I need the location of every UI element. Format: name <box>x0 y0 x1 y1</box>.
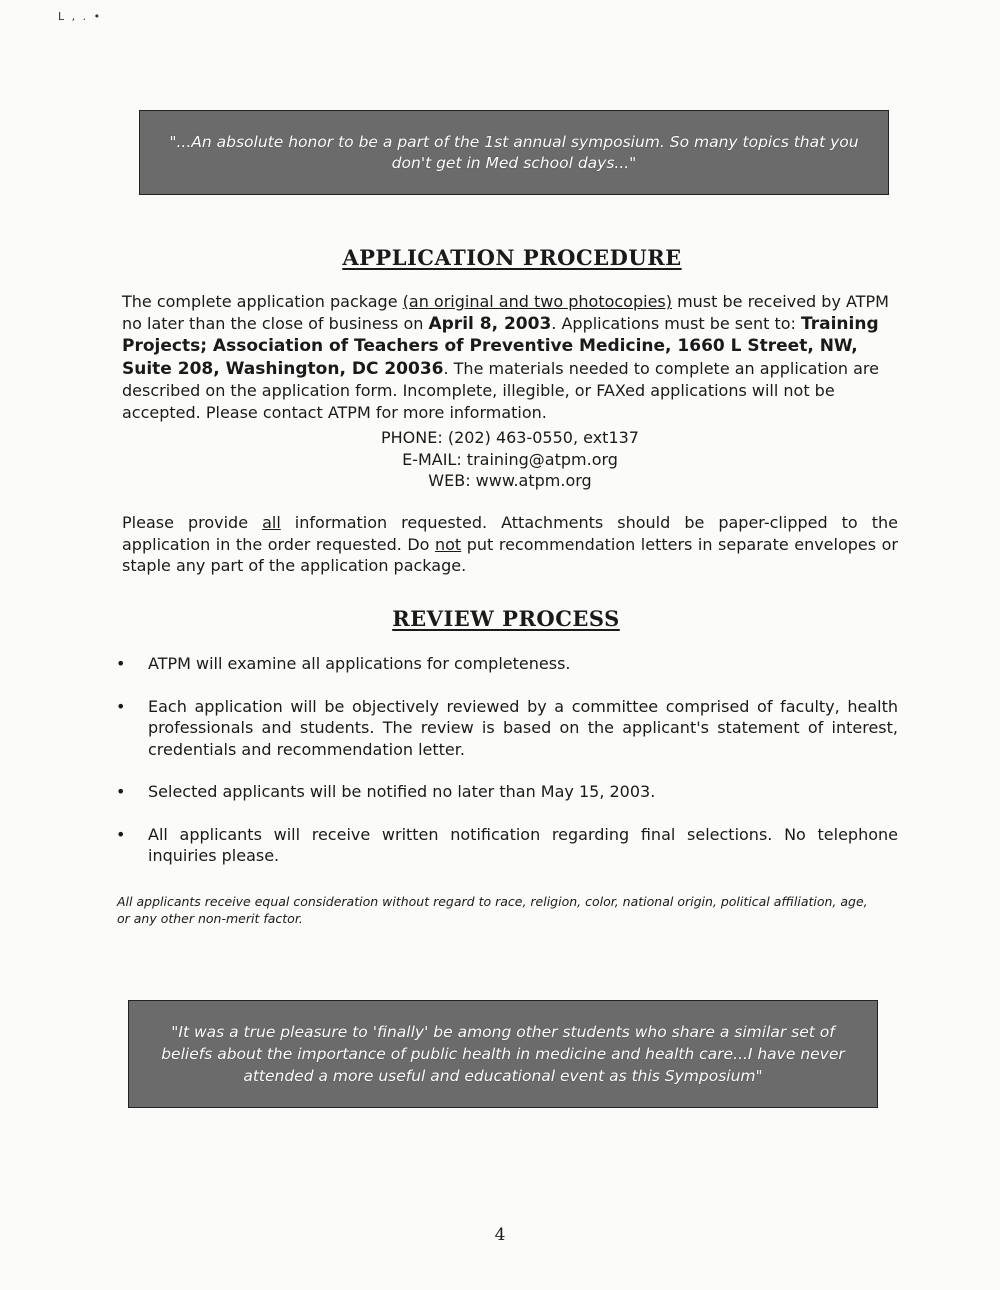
application-mailing-address: Training Projects; Association of Teachers of Preventive Medicine, 1660 L Street, NW, Suite 208, Washington, DC 20036 <box>122 313 879 379</box>
contact-web: WEB: www.atpm.org <box>428 471 592 490</box>
review-bullet-list <box>114 653 898 888</box>
application-deadline: April 8, 2003 <box>428 313 552 334</box>
provide-text-3: put recommendation letters in separate envelopes or staple any part of the application package. <box>122 534 898 575</box>
testimonial-quote-top <box>139 110 889 195</box>
application-text-3: . Applications must be sent to: <box>551 313 802 333</box>
bullet-dot-icon: • <box>116 654 126 673</box>
bullet-dot-icon: • <box>116 782 126 801</box>
review-bullet-text: Each application will be objectively reviewed by a committee comprised of faculty, health professionals and students. The review is based on the applicant's statement of interest, credentials and recommendation letter. <box>148 696 898 759</box>
application-copies-note: (an original and two photocopies) <box>402 292 672 311</box>
provide-text-2: information requested. Attachments should be paper-clipped to the application in the order requested. Do <box>122 513 899 554</box>
review-bullet <box>114 696 898 761</box>
testimonial-quote-bottom <box>128 1000 878 1108</box>
provide-emphasis-not: not <box>435 534 462 554</box>
application-procedure-heading: APPLICATION PROCEDURE <box>342 245 682 270</box>
application-text-2: must be received by ATPM no later than the close of business on <box>122 292 889 333</box>
provide-info-paragraph <box>122 512 898 577</box>
bullet-dot-icon: • <box>116 696 126 716</box>
review-bullet <box>114 781 898 803</box>
review-bullet-text: Selected applicants will be notified no later than May 15, 2003. <box>148 782 656 801</box>
testimonial-quote-top-text: "...An absolute honor to be a part of the 1st annual symposium. So many topics that you don't get in Med school days..." <box>169 132 859 172</box>
contact-email: E-MAIL: training@atpm.org <box>402 450 618 469</box>
review-bullet <box>114 824 898 867</box>
provide-emphasis-all: all <box>262 513 281 532</box>
testimonial-quote-bottom-text: "It was a true pleasure to 'finally' be among other students who share a similar set of beliefs about the importance of public health in medicine and health care...I have never attended a more useful and educational event as this Symposium" <box>161 1023 845 1085</box>
application-paragraph <box>122 291 898 423</box>
application-text-4: . The materials needed to complete an application are described on the application form. Incomplete, illegible, or FAXed applications will not be accepted. Please contact ATPM for more information. <box>122 358 879 422</box>
page-number: 4 <box>494 1225 506 1245</box>
provide-text-1: Please provide <box>122 513 263 532</box>
review-bullet-text: All applicants will receive written notification regarding final selections. No telephone inquiries please. <box>148 824 898 865</box>
review-process-heading: REVIEW PROCESS <box>392 606 620 631</box>
corner-mark: L , . • <box>58 10 103 23</box>
review-bullet-text: ATPM will examine all applications for completeness. <box>148 654 571 673</box>
application-text-1: The complete application package <box>122 292 403 311</box>
equal-opportunity-disclaimer: All applicants receive equal consideration without regard to race, religion, color, national origin, political affiliation, age, or any other non-merit factor. <box>117 894 868 926</box>
contact-phone: PHONE: (202) 463-0550, ext137 <box>381 428 639 447</box>
review-bullet <box>114 653 898 675</box>
bullet-dot-icon: • <box>116 824 126 844</box>
